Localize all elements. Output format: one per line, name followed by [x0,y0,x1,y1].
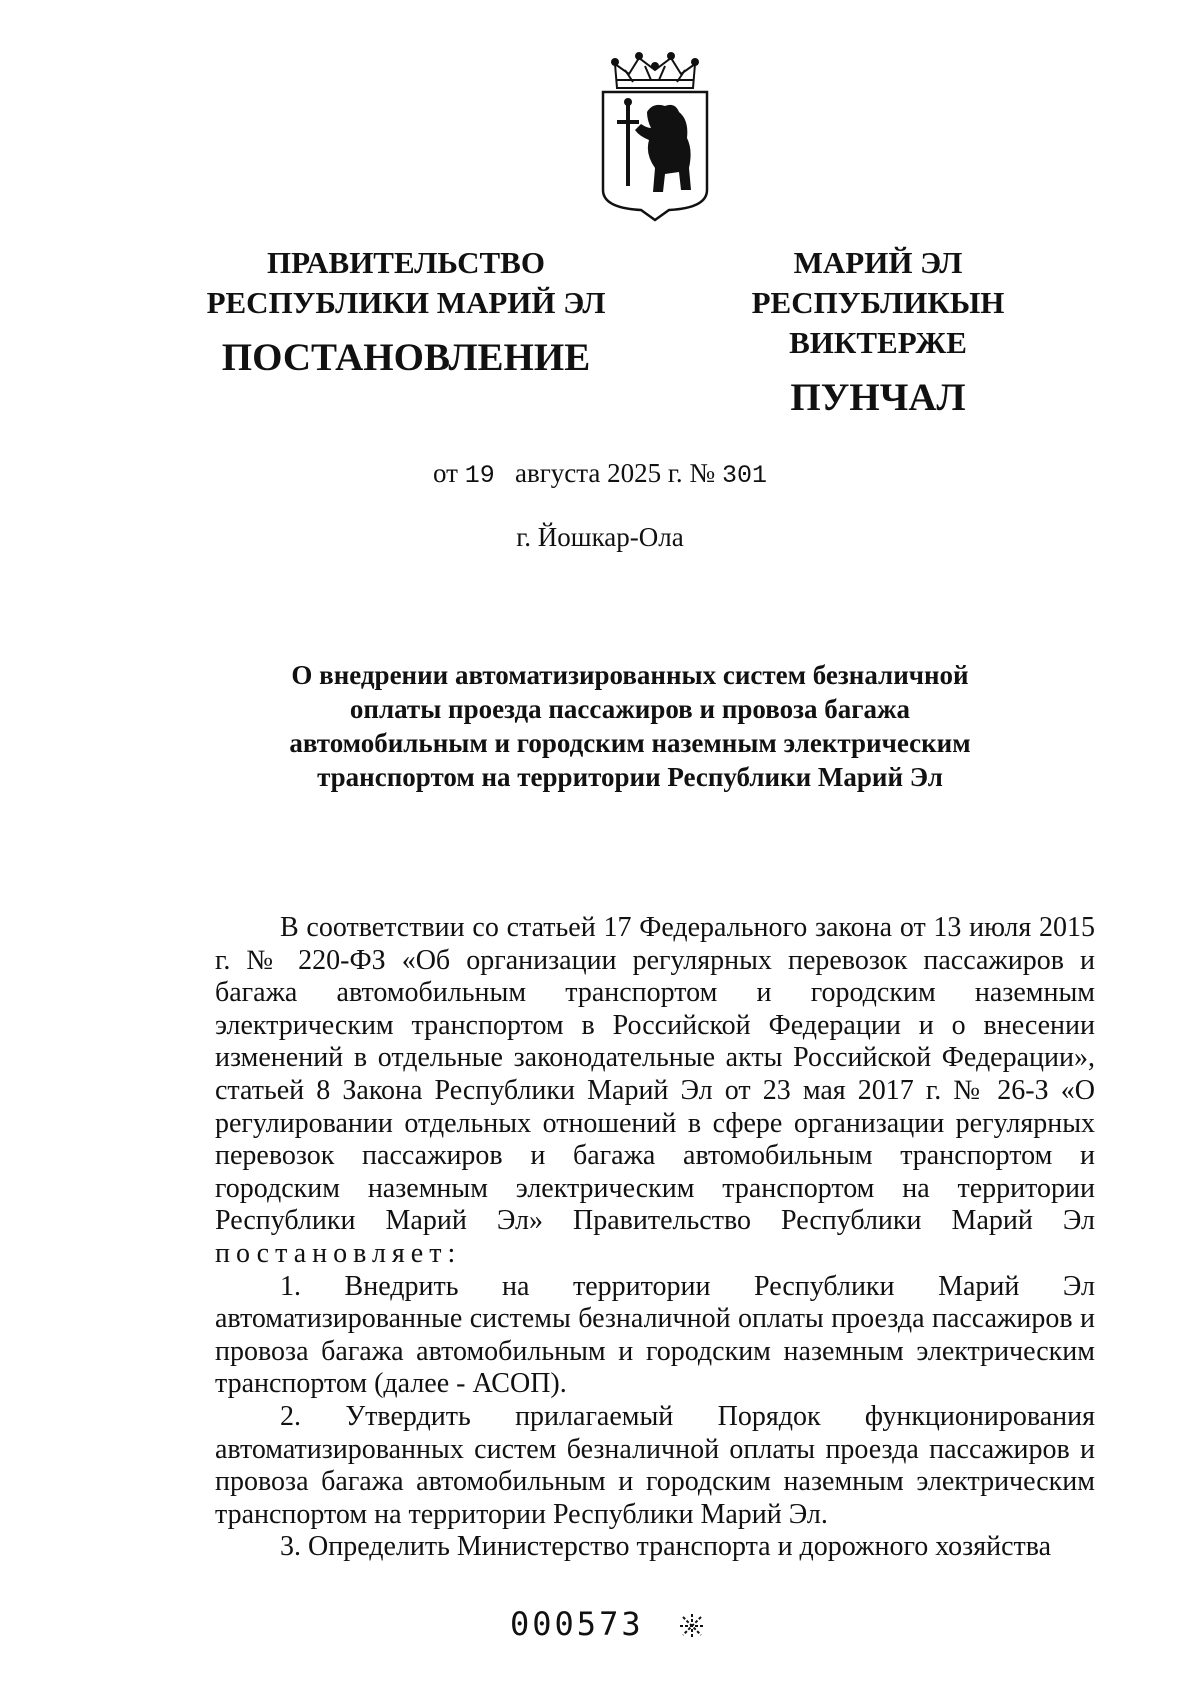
document-body [215,912,1095,1564]
coat-of-arms-icon [595,50,715,222]
header-left [196,243,616,383]
gov-name-mari-line1: МАРИЙ ЭЛ РЕСПУБЛИКЫН [751,245,1005,320]
doc-type-ru: ПОСТАНОВЛЕНИЕ [221,336,591,379]
intro-paragraph [215,912,1095,1271]
date-month-year: августа 2025 г. № [515,458,716,488]
intro-keyword: постановляет: [215,1237,462,1269]
gov-name-line2: РЕСПУБЛИКИ МАРИЙ ЭЛ [206,285,606,320]
document-number: 301 [721,461,767,490]
item-2: 2. Утвердить прилагаемый Порядок функционирования автоматизированных систем безналичной оплаты проезда пассажиров и провоза багажа автомобильным и городским наземным электрическим транспортом на территории Республики Марий Эл. [215,1400,1095,1530]
gov-name-line1: ПРАВИТЕЛЬСТВО [267,245,545,280]
snowflake-icon [678,1612,706,1640]
date-prefix: от [433,458,458,488]
document-date [0,458,1200,490]
doc-type-mari: ПУНЧАЛ [790,376,966,419]
item-3: 3. Определить Министерство транспорта и дорожного хозяйства [280,1531,1052,1563]
date-day: 19 [464,461,495,490]
header-right [668,243,1088,423]
item-1: 1. Внедрить на территории Республики Марий Эл автоматизированные системы безналичной оплаты проезда пассажиров и провоза багажа автомобильным и городским наземным электрическим транспортом (далее - АСОП). [215,1270,1095,1400]
intro-text: В соответствии со статьей 17 Федерального закона от 13 июля 2015 г. № 220-ФЗ «Об организации регулярных перевозок пассажиров и багажа автомобильным транспортом и городским наземным электрическим транспортом в Российской Федерации и о внесении изменений в отдельные законодательные акты Российской Федерации», статьей 8 Закона Республики Марий Эл от 23 мая 2017 г. № 26-З «О регулировании отдельных отношений в сфере организации регулярных перевозок пассажиров и багажа автомобильным транспортом и городским наземным электрическим транспортом на территории Республики Марий Эл» Правительство Республики Марий Эл [215,912,1095,1237]
serial-number: 000573 [510,1605,644,1643]
document-title: О внедрении автоматизированных систем безналичной оплаты проезда пассажиров и провоза багажа автомобильным и городским наземным электрическим транспортом на территории Республики Марий Эл [289,660,971,792]
gov-name-mari-line2: ВИКТЕРЖЕ [789,325,967,360]
document-city: г. Йошкар-Ола [516,522,684,552]
